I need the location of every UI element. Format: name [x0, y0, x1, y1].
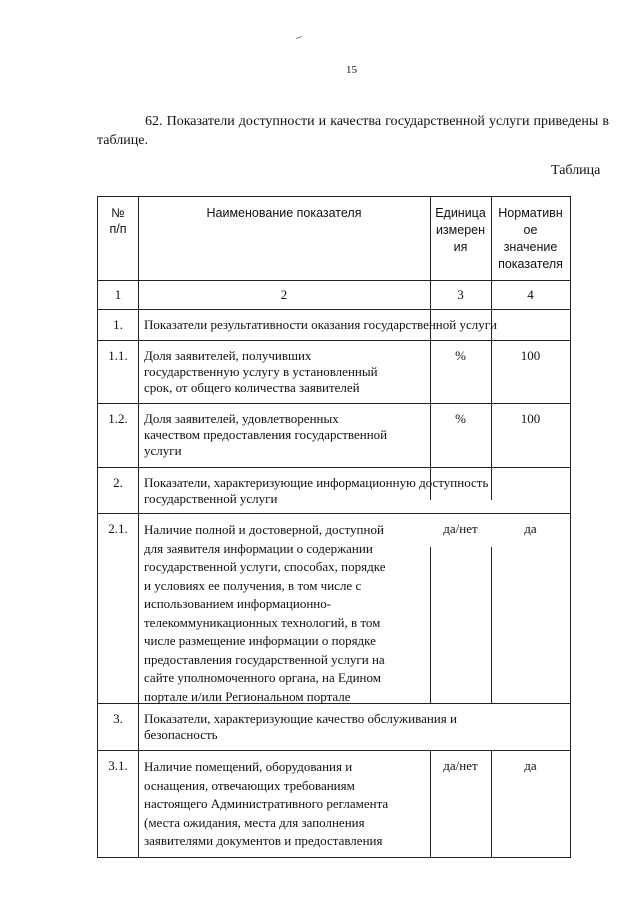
row-divider [98, 403, 570, 404]
indicator-unit: да/нет [443, 521, 478, 536]
row-number: 2. [113, 475, 123, 490]
row-number: 2.1. [108, 521, 128, 536]
intro-paragraph [97, 112, 609, 150]
row-divider [98, 340, 570, 341]
row-divider [98, 513, 570, 514]
indicator-name: Доля заявителей, получивших государственную услугу в установленный срок, от общего количества заявителей [144, 348, 378, 395]
intro-text: 62. Показатели доступности и качества государственной услуги приведены в таблице. [97, 114, 609, 148]
indicator-norm: 100 [520, 411, 541, 426]
indicator-name: Наличие полной и достоверной, доступной для заявителя информации о содержании государственной услуги, способах, порядке и условиях ее получения, в том числе с использованием информационно- телекоммуникационных технологий, в том числе размещение информации о порядке предоставления государственной услуги на сайте уполномоченного органа, на Едином портале и/или Региональном портале [144, 522, 386, 704]
row-divider [98, 309, 570, 310]
column-number: 2 [280, 287, 288, 302]
header-no: № п/п [109, 206, 127, 236]
row-number: 1.2. [108, 411, 128, 426]
page-number: 15 [346, 64, 357, 76]
column-number: 4 [527, 287, 534, 302]
indicator-norm: 100 [520, 348, 541, 363]
col-divider [491, 547, 492, 703]
indicator-unit: % [455, 411, 466, 426]
indicator-unit: % [455, 348, 466, 363]
row-number: 3.1. [108, 758, 128, 773]
indicator-unit: да/нет [443, 758, 478, 773]
row-divider [98, 280, 570, 281]
header-unit: Единица измерен ия [435, 206, 486, 254]
scan-mark [296, 36, 302, 39]
row-number: 1. [113, 317, 123, 332]
indicator-norm: да [524, 758, 537, 773]
indicator-name: Наличие помещений, оборудования и оснащения, отвечающих требованиям настоящего Административного регламента (места ожидания, места для заполнения заявителями документов и предоставления [144, 759, 389, 848]
indicator-name: Доля заявителей, удовлетворенных качеством предоставления государственной услуги [144, 411, 388, 458]
table-caption: Таблица [551, 163, 601, 178]
row-divider [98, 750, 570, 751]
col-divider [430, 547, 431, 703]
header-name: Наименование показателя [206, 206, 362, 220]
section-title: Показатели, характеризующие информационную доступность государственной услуги [144, 475, 489, 506]
section-title: Показатели, характеризующие качество обслуживания и безопасность [144, 711, 457, 742]
indicators-table [97, 196, 571, 858]
column-number: 3 [457, 287, 464, 302]
row-number: 3. [113, 711, 123, 726]
header-norm: Нормативн ое значение показателя [498, 206, 563, 271]
section-title: Показатели результативности оказания государственной услуги [144, 317, 498, 332]
indicator-norm: да [524, 521, 537, 536]
row-divider [98, 467, 570, 468]
column-number: 1 [114, 287, 122, 302]
row-number: 1.1. [108, 348, 128, 363]
